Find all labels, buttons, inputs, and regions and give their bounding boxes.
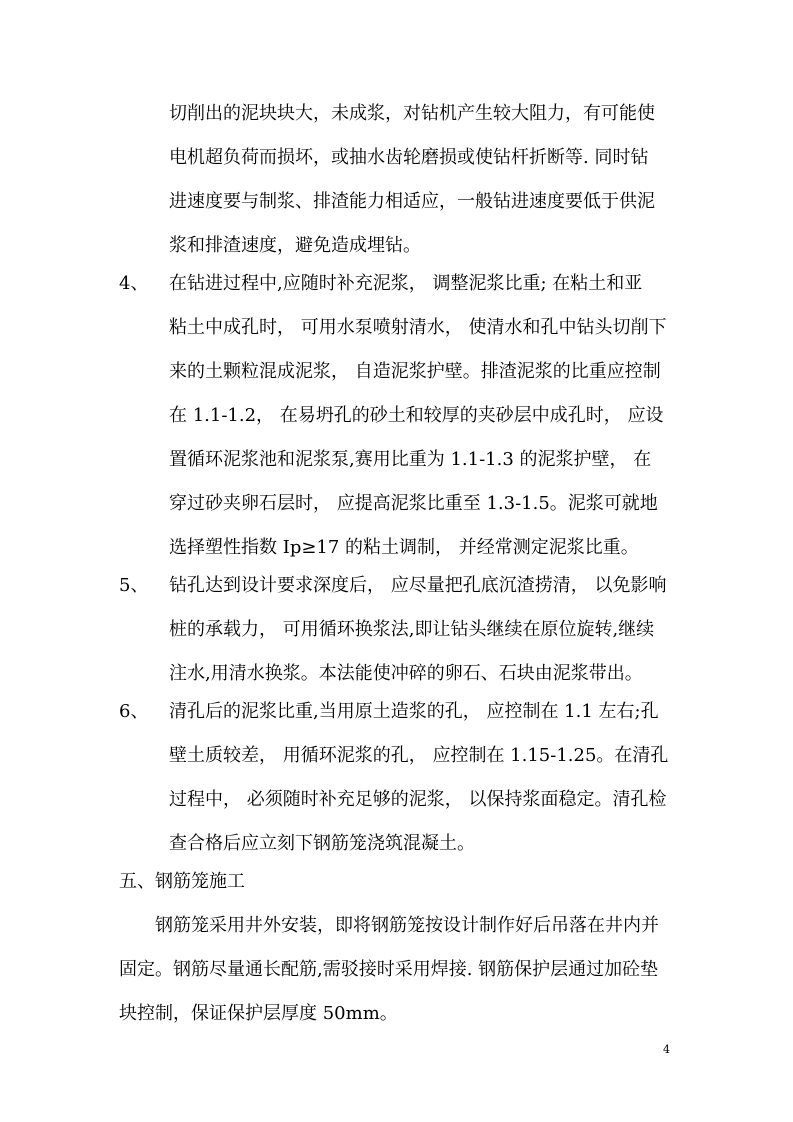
page-number: 4 <box>663 1043 670 1056</box>
intro-line: 浆和排渣速度，避免造成埋钻。 <box>169 235 421 256</box>
item-line: 在钻进过程中,应随时补充泥浆， 调整泥浆比重; 在粘土和亚 <box>169 273 643 294</box>
item-line: 查合格后应立刻下钢筋笼浇筑混凝土。 <box>169 833 475 854</box>
item-line: 壁土质较差， 用循环泥浆的孔， 应控制在 1.15-1.25。在清孔 <box>169 745 669 766</box>
intro-line: 进速度要与制浆、排渣能力相适应，一般钻进速度要低于供泥 <box>169 191 655 212</box>
item-line: 桩的承载力， 可用循环换浆法,即让钻头继续在原位旋转,继续 <box>169 619 655 640</box>
item-line: 粘土中成孔时， 可用水泵喷射清水， 使清水和孔中钻头切削下 <box>169 317 667 338</box>
item-line: 置循环泥浆池和泥浆泵,赛用比重为 1.1-1.3 的泥浆护壁， 在 <box>169 449 652 470</box>
item-line: 穿过砂夹卵石层时， 应提高泥浆比重至 1.3-1.5。泥浆可就地 <box>169 493 658 514</box>
item-number: 5、 <box>119 575 149 596</box>
section-line: 固定。钢筋尽量通长配筋,需驳接时采用焊接. 钢筋保护层通过加砼垫 <box>119 959 659 980</box>
section-line: 块控制，保证保护层厚度 50mm。 <box>119 1003 398 1024</box>
item-number: 4、 <box>119 273 149 294</box>
item-line: 注水,用清水换浆。本法能使冲碎的卵石、石块由泥浆带出。 <box>169 663 643 684</box>
item-number: 6、 <box>119 701 149 722</box>
item-line: 钻孔达到设计要求深度后， 应尽量把孔底沉渣捞清， 以免影响 <box>169 575 667 596</box>
intro-line: 电机超负荷而损坏，或抽水齿轮磨损或使钻杆折断等. 同时钻 <box>169 147 649 168</box>
intro-line: 切削出的泥块块大，未成浆，对钻机产生较大阻力，有可能使 <box>169 103 655 124</box>
item-line: 清孔后的泥浆比重,当用原土造浆的孔， 应控制在 1.1 左右;孔 <box>169 701 659 722</box>
item-line: 选择塑性指数 Ip≥17 的粘土调制， 并经常测定泥浆比重。 <box>169 537 639 558</box>
item-line: 在 1.1-1.2， 在易坍孔的砂土和较厚的夹砂层中成孔时， 应设 <box>169 405 664 426</box>
item-line: 过程中， 必须随时补充足够的泥浆， 以保持浆面稳定。清孔检 <box>169 789 667 810</box>
item-line: 来的土颗粒混成泥浆， 自造泥浆护壁。排渣泥浆的比重应控制 <box>169 361 661 382</box>
section-heading: 五、钢筋笼施工 <box>119 871 245 892</box>
section-line: 钢筋笼采用井外安装，即将钢筋笼按设计制作好后吊落在井内并 <box>155 915 659 936</box>
